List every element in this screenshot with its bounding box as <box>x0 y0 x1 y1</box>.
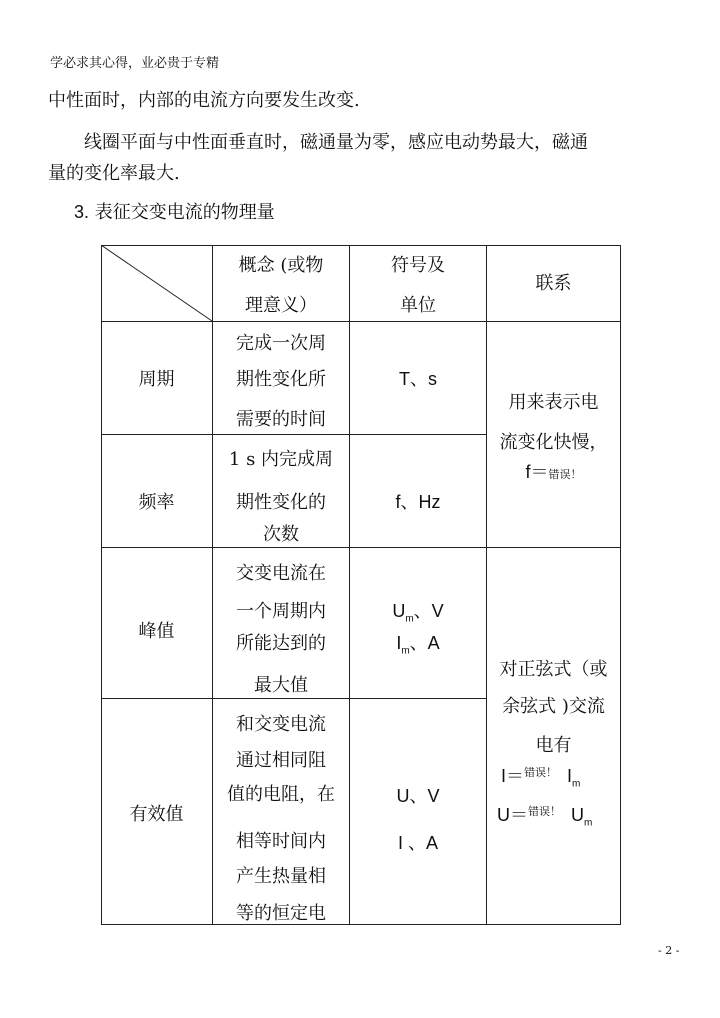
formula-text: f＝ <box>525 462 549 482</box>
paragraph-line: 量的变化率最大. <box>48 163 180 184</box>
relation-pe: 对正弦式（或 <box>499 659 608 680</box>
relation-pe: 余弦式 )交流 <box>502 696 605 717</box>
symbol-letter: I <box>396 633 402 653</box>
effective-concept: 相等时间内 <box>236 831 326 852</box>
table-border <box>101 434 487 435</box>
peak-symbol-current <box>350 629 486 657</box>
error-text: 错误！ <box>524 767 558 779</box>
page-number: - 2 - <box>658 944 680 957</box>
table-border <box>101 698 487 699</box>
period-concept: 完成一次周 <box>236 333 326 354</box>
relation-pf: 流变化快慢， <box>499 432 608 453</box>
effective-concept: 和交变电流 <box>236 714 326 735</box>
formula-text: U <box>571 805 585 825</box>
symbol-subscript: m <box>401 645 410 657</box>
symbol-subscript: m <box>405 613 414 625</box>
formula-text: U＝ <box>497 805 528 825</box>
table-border <box>349 245 350 925</box>
effective-symbol-current: I 、A <box>397 833 438 853</box>
frequency-concept: 1 s 内完成周 <box>228 449 334 470</box>
relation-pe: 电有 <box>535 735 572 756</box>
relation-pe-current-formula <box>501 762 580 790</box>
paragraph-line: 中性面时，内部的电流方向要发生改变. <box>48 90 360 111</box>
relation-pf-formula <box>487 458 620 484</box>
header-concept: 概念 (或物 <box>238 255 324 276</box>
effective-concept: 等的恒定电 <box>236 903 326 924</box>
period-symbol: T、s <box>399 369 437 389</box>
symbol-unit: 、A <box>409 633 440 653</box>
effective-symbol-voltage: U、V <box>396 786 440 806</box>
section-heading <box>74 198 275 224</box>
paragraph-line: 线圈平面与中性面垂直时，磁通量为零，感应电动势最大，磁通 <box>84 132 588 153</box>
peak-concept: 一个周期内 <box>236 601 326 622</box>
peak-concept: 所能达到的 <box>236 633 326 654</box>
section-title: 表征交变电流的物理量 <box>94 202 275 223</box>
frequency-concept: 次数 <box>263 524 299 545</box>
formula-text: I <box>567 766 573 786</box>
table-border <box>101 924 621 925</box>
row-name-frequency: 频率 <box>138 492 175 513</box>
header-relation: 联系 <box>535 273 572 294</box>
period-concept: 需要的时间 <box>236 409 326 430</box>
header-symbol: 符号及 <box>391 255 445 276</box>
table-border <box>101 547 621 548</box>
frequency-concept: 期性变化的 <box>236 492 326 513</box>
error-text: 错误！ <box>528 806 561 818</box>
peak-concept: 交变电流在 <box>236 563 326 584</box>
symbol-subscript: m <box>584 817 593 829</box>
symbol-unit: 、V <box>413 601 444 621</box>
relation-pe-voltage-formula <box>497 801 592 829</box>
row-name-effective: 有效值 <box>129 804 184 825</box>
frequency-symbol: f、Hz <box>395 492 441 512</box>
symbol-subscript: m <box>572 778 581 790</box>
table-border <box>620 245 621 925</box>
diagonal-header-line <box>101 245 213 322</box>
peak-symbol-voltage <box>350 597 486 625</box>
page-header: 学必求其心得，业必贵于专精 <box>50 56 220 71</box>
header-concept: 理意义） <box>245 295 317 316</box>
effective-concept: 值的电阻，在 <box>227 784 335 805</box>
physical-quantities-table <box>101 245 621 925</box>
header-symbol: 单位 <box>400 295 436 316</box>
effective-concept: 产生热量相 <box>236 866 326 887</box>
peak-concept: 最大值 <box>254 675 308 696</box>
error-text: 错误！ <box>548 468 582 481</box>
row-name-peak: 峰值 <box>138 621 175 642</box>
relation-pf: 用来表示电 <box>508 392 599 413</box>
effective-concept: 通过相同阻 <box>236 750 326 771</box>
row-name-period: 周期 <box>138 369 175 390</box>
section-number: 3. <box>74 202 90 222</box>
formula-text: I＝ <box>501 766 525 786</box>
period-concept: 期性变化所 <box>236 369 326 390</box>
table-border <box>486 245 487 925</box>
symbol-letter: U <box>392 601 406 621</box>
